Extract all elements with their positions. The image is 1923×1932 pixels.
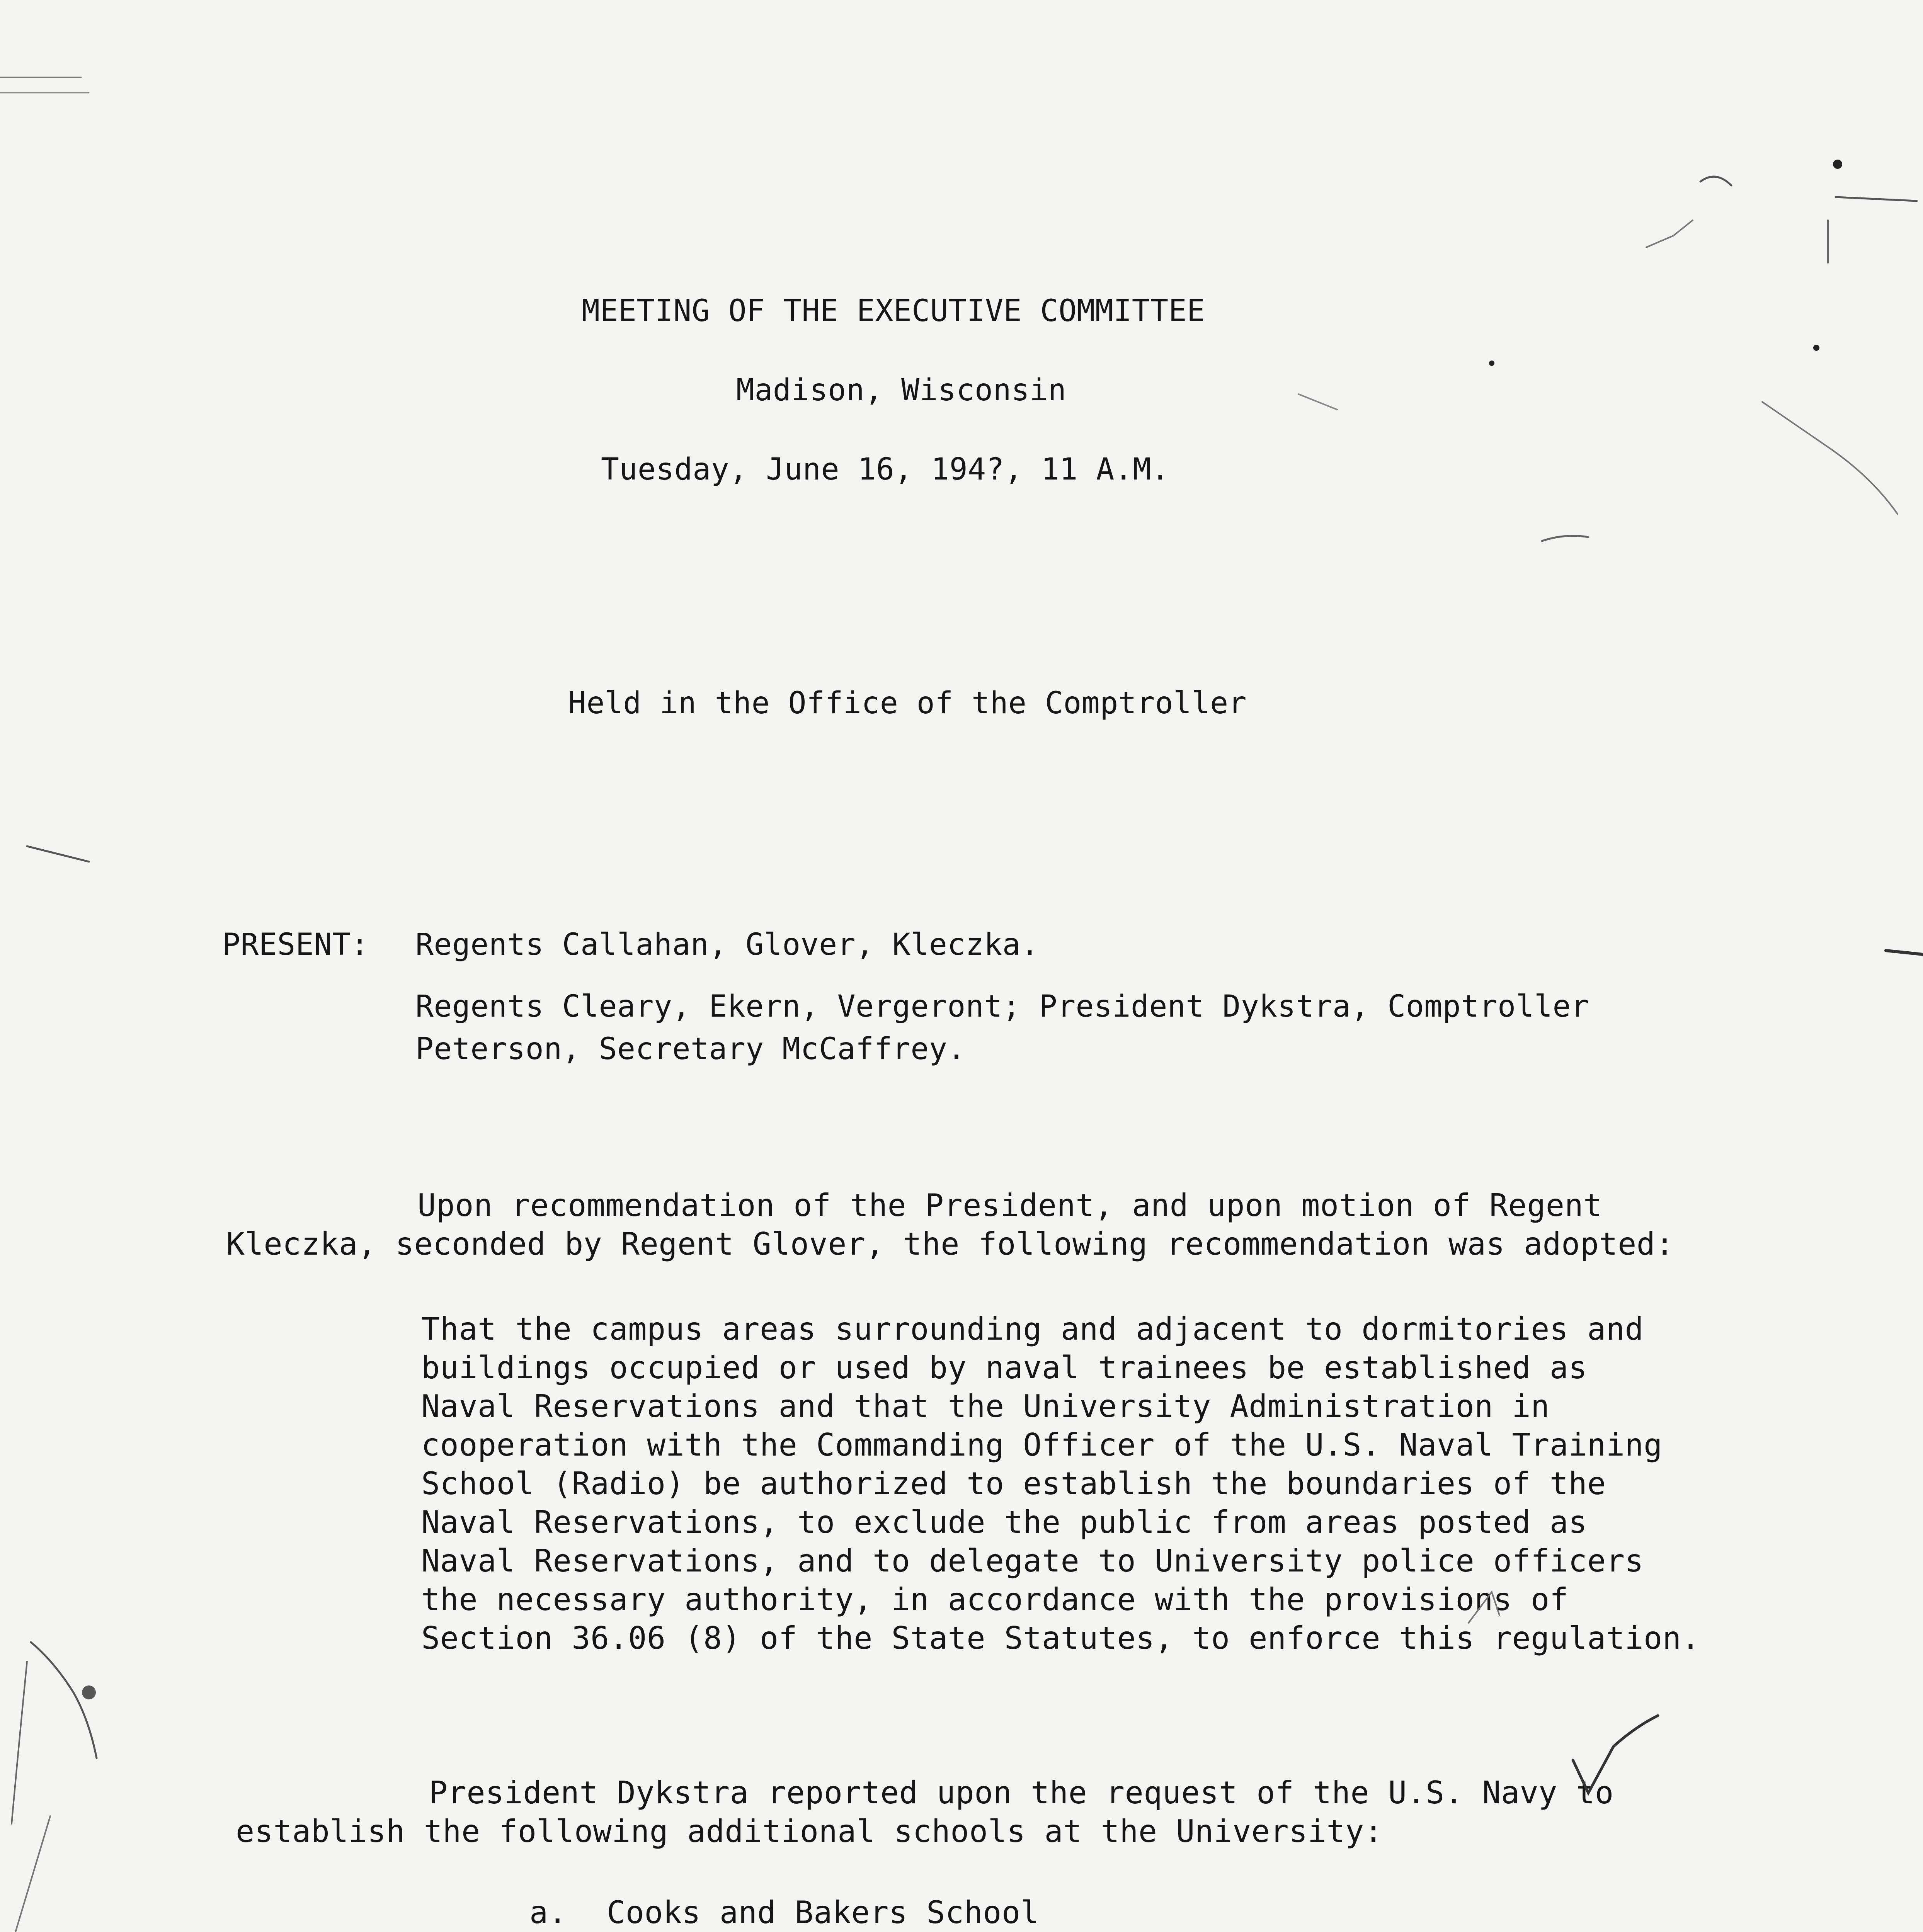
- resolution-line: cooperation with the Commanding Officer of the U.S. Naval Training: [421, 1427, 1663, 1463]
- resolution-line: Naval Reservations and that the University Administration in: [421, 1388, 1550, 1424]
- meeting-date: Tuesday, June 16, 194?, 11 A.M.: [601, 452, 1170, 487]
- school-name: Cooks and Bakers School: [607, 1895, 1040, 1930]
- resolution-line: Section 36.06 (8) of the State Statutes, to enforce this regulation.: [421, 1620, 1700, 1656]
- present-regents: Regents Callahan, Glover, Kleczka.: [415, 927, 1039, 962]
- resolution-line: School (Radio) be authorized to establish the boundaries of the: [421, 1466, 1606, 1502]
- resolution-line: Naval Reservations, to exclude the public from areas posted as: [421, 1504, 1588, 1540]
- absent-line-2: Peterson, Secretary McCaffrey.: [415, 1032, 966, 1066]
- document-title: MEETING OF THE EXECUTIVE COMMITTEE: [582, 294, 1205, 328]
- motion-intro-line-2: Kleczka, seconded by Regent Glover, the following recommendation was adopted:: [226, 1226, 1675, 1262]
- meeting-location: Madison, Wisconsin: [736, 373, 1067, 408]
- motion-intro-line-1: Upon recommendation of the President, and upon motion of Regent: [417, 1187, 1602, 1223]
- resolution-line: Naval Reservations, and to delegate to University police officers: [421, 1543, 1644, 1579]
- resolution-line: the necessary authority, in accordance with the provisions of: [421, 1582, 1569, 1617]
- absent-line-1: Regents Cleary, Ekern, Vergeront; President Dykstra, Comptroller: [415, 989, 1589, 1024]
- handwritten-checkmark-icon: [1573, 1716, 1658, 1793]
- navy-report-line-1: President Dykstra reported upon the request of the U.S. Navy to: [429, 1775, 1614, 1811]
- navy-report-line-2: establish the following additional schools at the University:: [236, 1813, 1383, 1849]
- school-letter: a.: [529, 1895, 567, 1930]
- meeting-venue: Held in the Office of the Comptroller: [568, 686, 1247, 721]
- resolution-line: buildings occupied or used by naval trainees be established as: [421, 1350, 1588, 1386]
- present-label: PRESENT:: [222, 927, 369, 962]
- resolution-line: That the campus areas surrounding and adjacent to dormitories and: [421, 1311, 1644, 1347]
